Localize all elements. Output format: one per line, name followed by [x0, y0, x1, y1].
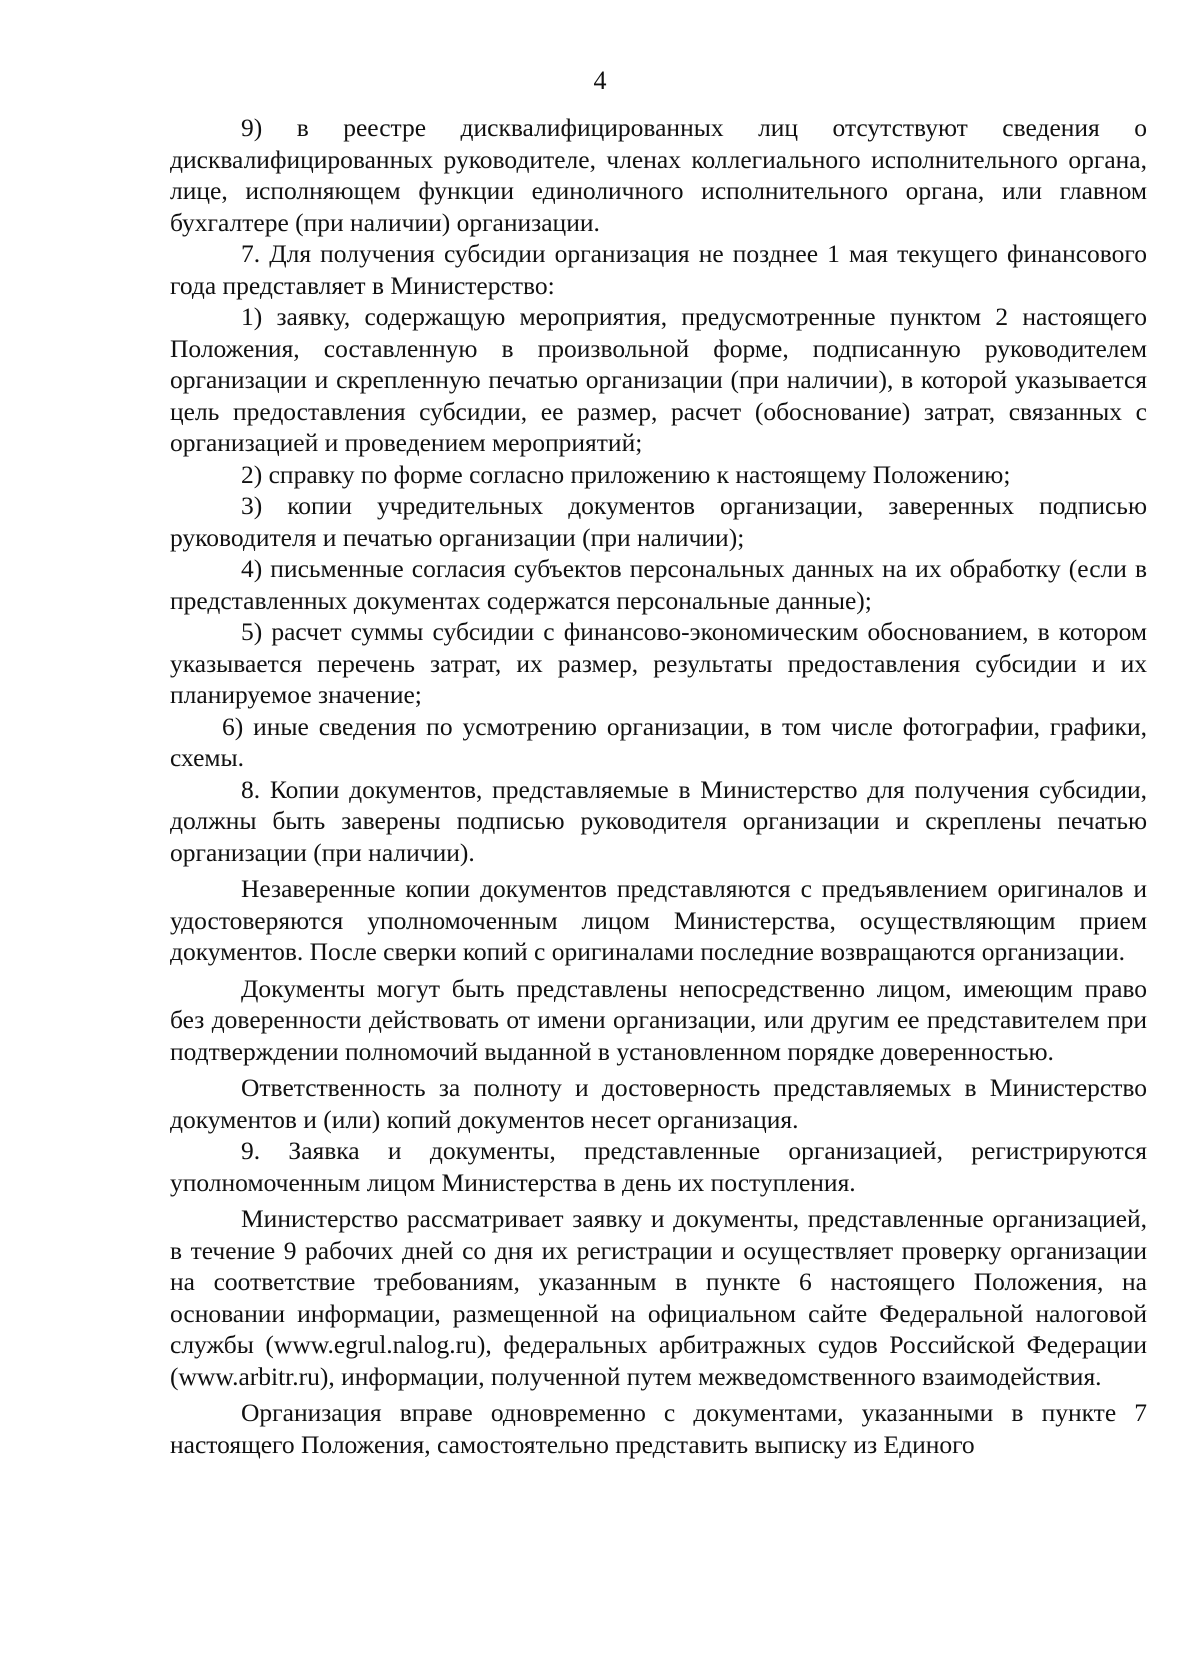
list-item-3-founding-documents: 3) копии учредительных документов организации, заверенных подписью руководителя и печатью организации (при наличии);: [170, 491, 1147, 552]
paragraph-responsibility: Ответственность за полноту и достоверность представляемых в Министерство документов и (или) копий документов несет организация.: [170, 1073, 1147, 1134]
paragraph-unsigned-copies: Незаверенные копии документов представляются с предъявлением оригиналов и удостоверяются уполномоченным лицом Министерства, осуществляющим прием документов. После сверки копий с оригиналами последние возвращаются организации.: [170, 874, 1147, 966]
paragraph-clause-9: 9. Заявка и документы, представленные организацией, регистрируются уполномоченным лицом Министерства в день их поступления.: [170, 1136, 1147, 1197]
paragraph-extract-submission: Организация вправе одновременно с документами, указанными в пункте 7 настоящего Положения, самостоятельно представить выписку из Единого: [170, 1398, 1147, 1459]
list-item-5-subsidy-calculation: 5) расчет суммы субсидии с финансово-экономическим обоснованием, в котором указывается перечень затрат, их размер, результаты предоставления субсидии и их планируемое значение;: [170, 617, 1147, 709]
paragraph-item-9: 9) в реестре дисквалифицированных лиц отсутствуют сведения о дисквалифицированных руководителе, членах коллегиального исполнительного органа, лице, исполняющем функции единоличного исполнительного органа, или главном бухгалтере (при наличии) организации.: [170, 113, 1147, 237]
paragraph-document-submission: Документы могут быть представлены непосредственно лицом, имеющим право без доверенности действовать от имени организации, или другим ее представителем при подтверждении полномочий выданной в установленном порядке доверенностью.: [170, 973, 1147, 1066]
paragraph-clause-8: 8. Копии документов, представляемые в Министерство для получения субсидии, должны быть заверены подписью руководителя организации и скреплены печатью организации (при наличии).: [170, 774, 1147, 867]
paragraph-clause-7: 7. Для получения субсидии организация не позднее 1 мая текущего финансового года представляет в Министерство:: [170, 239, 1147, 300]
list-item-2-certificate: 2) справку по форме согласно приложению к настоящему Положению;: [241, 459, 1011, 489]
list-item-6-other-information: 6) иные сведения по усмотрению организации, в том числе фотографии, графики, схемы.: [170, 711, 1147, 772]
paragraph-ministry-review: Министерство рассматривает заявку и документы, представленные организацией, в течение 9 рабочих дней со дня их регистрации и осуществляет проверку организации на соответствие требованиям, указанным в пункте 6 настоящего Положения, на основании информации, размещенной на официальном сайте Федеральной налоговой службы (www.egrul.nalog.ru), федеральных арбитражных судов Российской Федерации (www.arbitr.ru), информации, полученной путем межведомственного взаимодействия.: [170, 1204, 1147, 1391]
list-item-1-application: 1) заявку, содержащую мероприятия, предусмотренные пунктом 2 настоящего Положения, составленную в произвольной форме, подписанную руководителем организации и скрепленную печатью организации (при наличии), в которой указывается цель предоставления субсидии, ее размер, расчет (обоснование) затрат, связанных с организацией и проведением мероприятий;: [170, 302, 1147, 457]
page-number: 4: [593, 66, 607, 95]
list-item-4-personal-data-consent: 4) письменные согласия субъектов персональных данных на их обработку (если в представленных документах содержатся персональные данные);: [170, 554, 1147, 615]
document-body: [170, 112, 1147, 1460]
